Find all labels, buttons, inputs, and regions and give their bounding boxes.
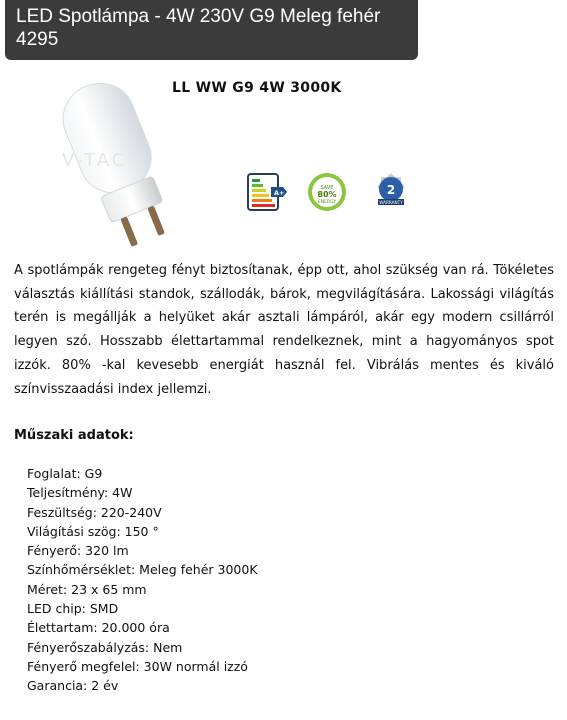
svg-text:WARRANTY: WARRANTY [379,200,403,205]
spec-item: Teljesítmény: 4W [27,485,133,501]
spec-item: Garancia: 2 év [27,678,119,694]
product-model-code: LL WW G9 4W 3000K [172,80,342,96]
spec-item: Fényerő: 320 lm [27,543,129,559]
svg-text:2: 2 [386,183,396,197]
save-energy-icon [306,171,348,213]
warranty-icon [370,171,412,213]
svg-text:SAVE: SAVE [320,185,334,191]
spec-item: Foglalat: G9 [27,466,103,481]
svg-text:A+: A+ [274,189,285,197]
spec-item: Világítási szög: 150 ° [27,523,159,539]
specs-list [27,464,258,696]
energy-label-icon [245,171,287,213]
title-bar [5,0,418,60]
spec-item: Feszültség: 220-240V [27,504,162,520]
spec-item: LED chip: SMD [27,601,119,617]
specs-heading: Műszaki adatok: [14,428,134,443]
spec-item: Élettartam: 20.000 óra [27,620,170,636]
svg-text:ENERGY: ENERGY [317,200,337,205]
spec-item: Színhőmérséklet: Meleg fehér 3000K [27,562,258,578]
g9-led-bulb-image [22,70,212,248]
product-description: A spotlámpák rengeteg fényt biztosítanak, épp ott, ahol szükség van rá. Tökéletes választás kiállítási standok, szállodák, bárok, megvilágítására. Lakossági világítás terén is megállják a helyüket akár asztali lámpáról, akár egy modern csillárról legyen szó. Hosszabb élettartammal rendelkeznek, mint a hagyományos spot izzók. 80% -kal kevesebb energiát használ fel. Vibrálás mentes és kiváló színvisszaadási index jellemzi. [14,263,554,397]
svg-text:V-TAC: V-TAC [62,150,128,171]
spec-item: Méret: 23 x 65 mm [27,581,147,597]
spec-item: Fényerőszabályzás: Nem [27,639,183,655]
svg-text:80%: 80% [317,190,337,199]
spec-item: Fényerő megfelel: 30W normál izzó [27,658,248,674]
page-title: LED Spotlámpa - 4W 230V G9 Meleg fehér 4295 [16,6,381,50]
